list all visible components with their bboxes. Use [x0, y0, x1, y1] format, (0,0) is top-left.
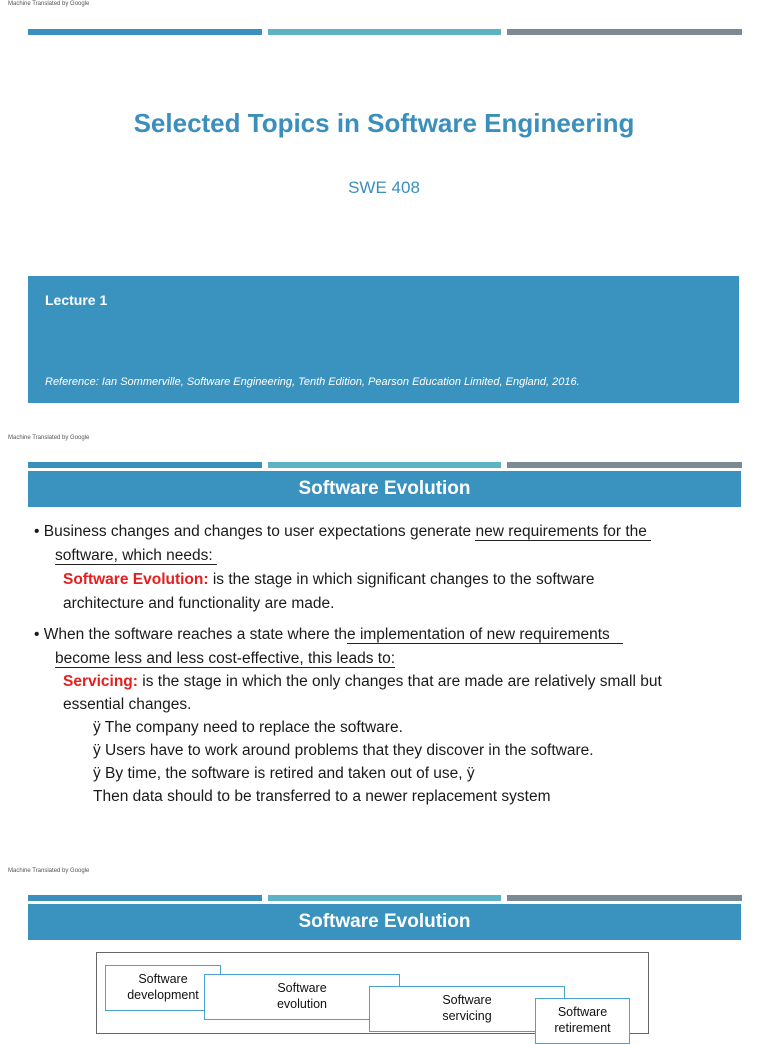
stage-software-retirement: Software retirement [535, 998, 630, 1044]
lifecycle-diagram [96, 952, 649, 1034]
definition-line: architecture and functionality are made. [63, 595, 335, 612]
bullet-line: • Business changes and changes to user expectations generate new requirements for the [34, 523, 651, 541]
machine-translated-note: Machine Translated by Google [8, 868, 90, 874]
course-code: SWE 408 [348, 178, 420, 197]
bullet-line: software, which needs: [55, 547, 217, 565]
term-software-evolution: Software Evolution: [63, 571, 209, 588]
sub-bullet: ÿ Users have to work around problems that they discover in the software. [93, 742, 594, 759]
header-color-bars [28, 29, 742, 35]
definition-line: essential changes. [63, 696, 192, 713]
slide-title-bar: Software Evolution [28, 471, 741, 507]
machine-translated-note: Machine Translated by Google [8, 435, 90, 441]
bullet-line: become less and less cost-effective, this leads to: [55, 650, 396, 667]
reference-text: Reference: Ian Sommerville, Software Engineering, Tenth Edition, Pearson Education Limited, England, 2016. [45, 376, 580, 388]
definition-line: Servicing: is the stage in which the only changes that are made are relatively small but [63, 673, 662, 690]
sub-bullet: ÿ The company need to replace the software. [93, 719, 403, 736]
stage-software-evolution: Software evolution [204, 974, 400, 1020]
slide-title: Selected Topics in Software Engineering [133, 108, 635, 138]
lecture-label: Lecture 1 [45, 292, 108, 308]
term-servicing: Servicing: [63, 673, 138, 690]
sub-bullet: Then data should to be transferred to a newer replacement system [93, 788, 551, 805]
header-color-bars [28, 895, 742, 901]
bullet-line: • When the software reaches a state where the implementation of new requirements [34, 626, 623, 644]
sub-bullet: ÿ By time, the software is retired and taken out of use, ÿ [93, 765, 475, 782]
definition-line: Software Evolution: is the stage in which significant changes to the software [63, 571, 595, 588]
lecture-banner [28, 276, 739, 403]
stage-software-development: Software development [105, 965, 221, 1011]
header-color-bars [28, 462, 742, 468]
machine-translated-note: Machine Translated by Google [8, 1, 90, 7]
slide-title-bar: Software Evolution [28, 904, 741, 940]
stage-software-servicing: Software servicing [369, 986, 565, 1032]
